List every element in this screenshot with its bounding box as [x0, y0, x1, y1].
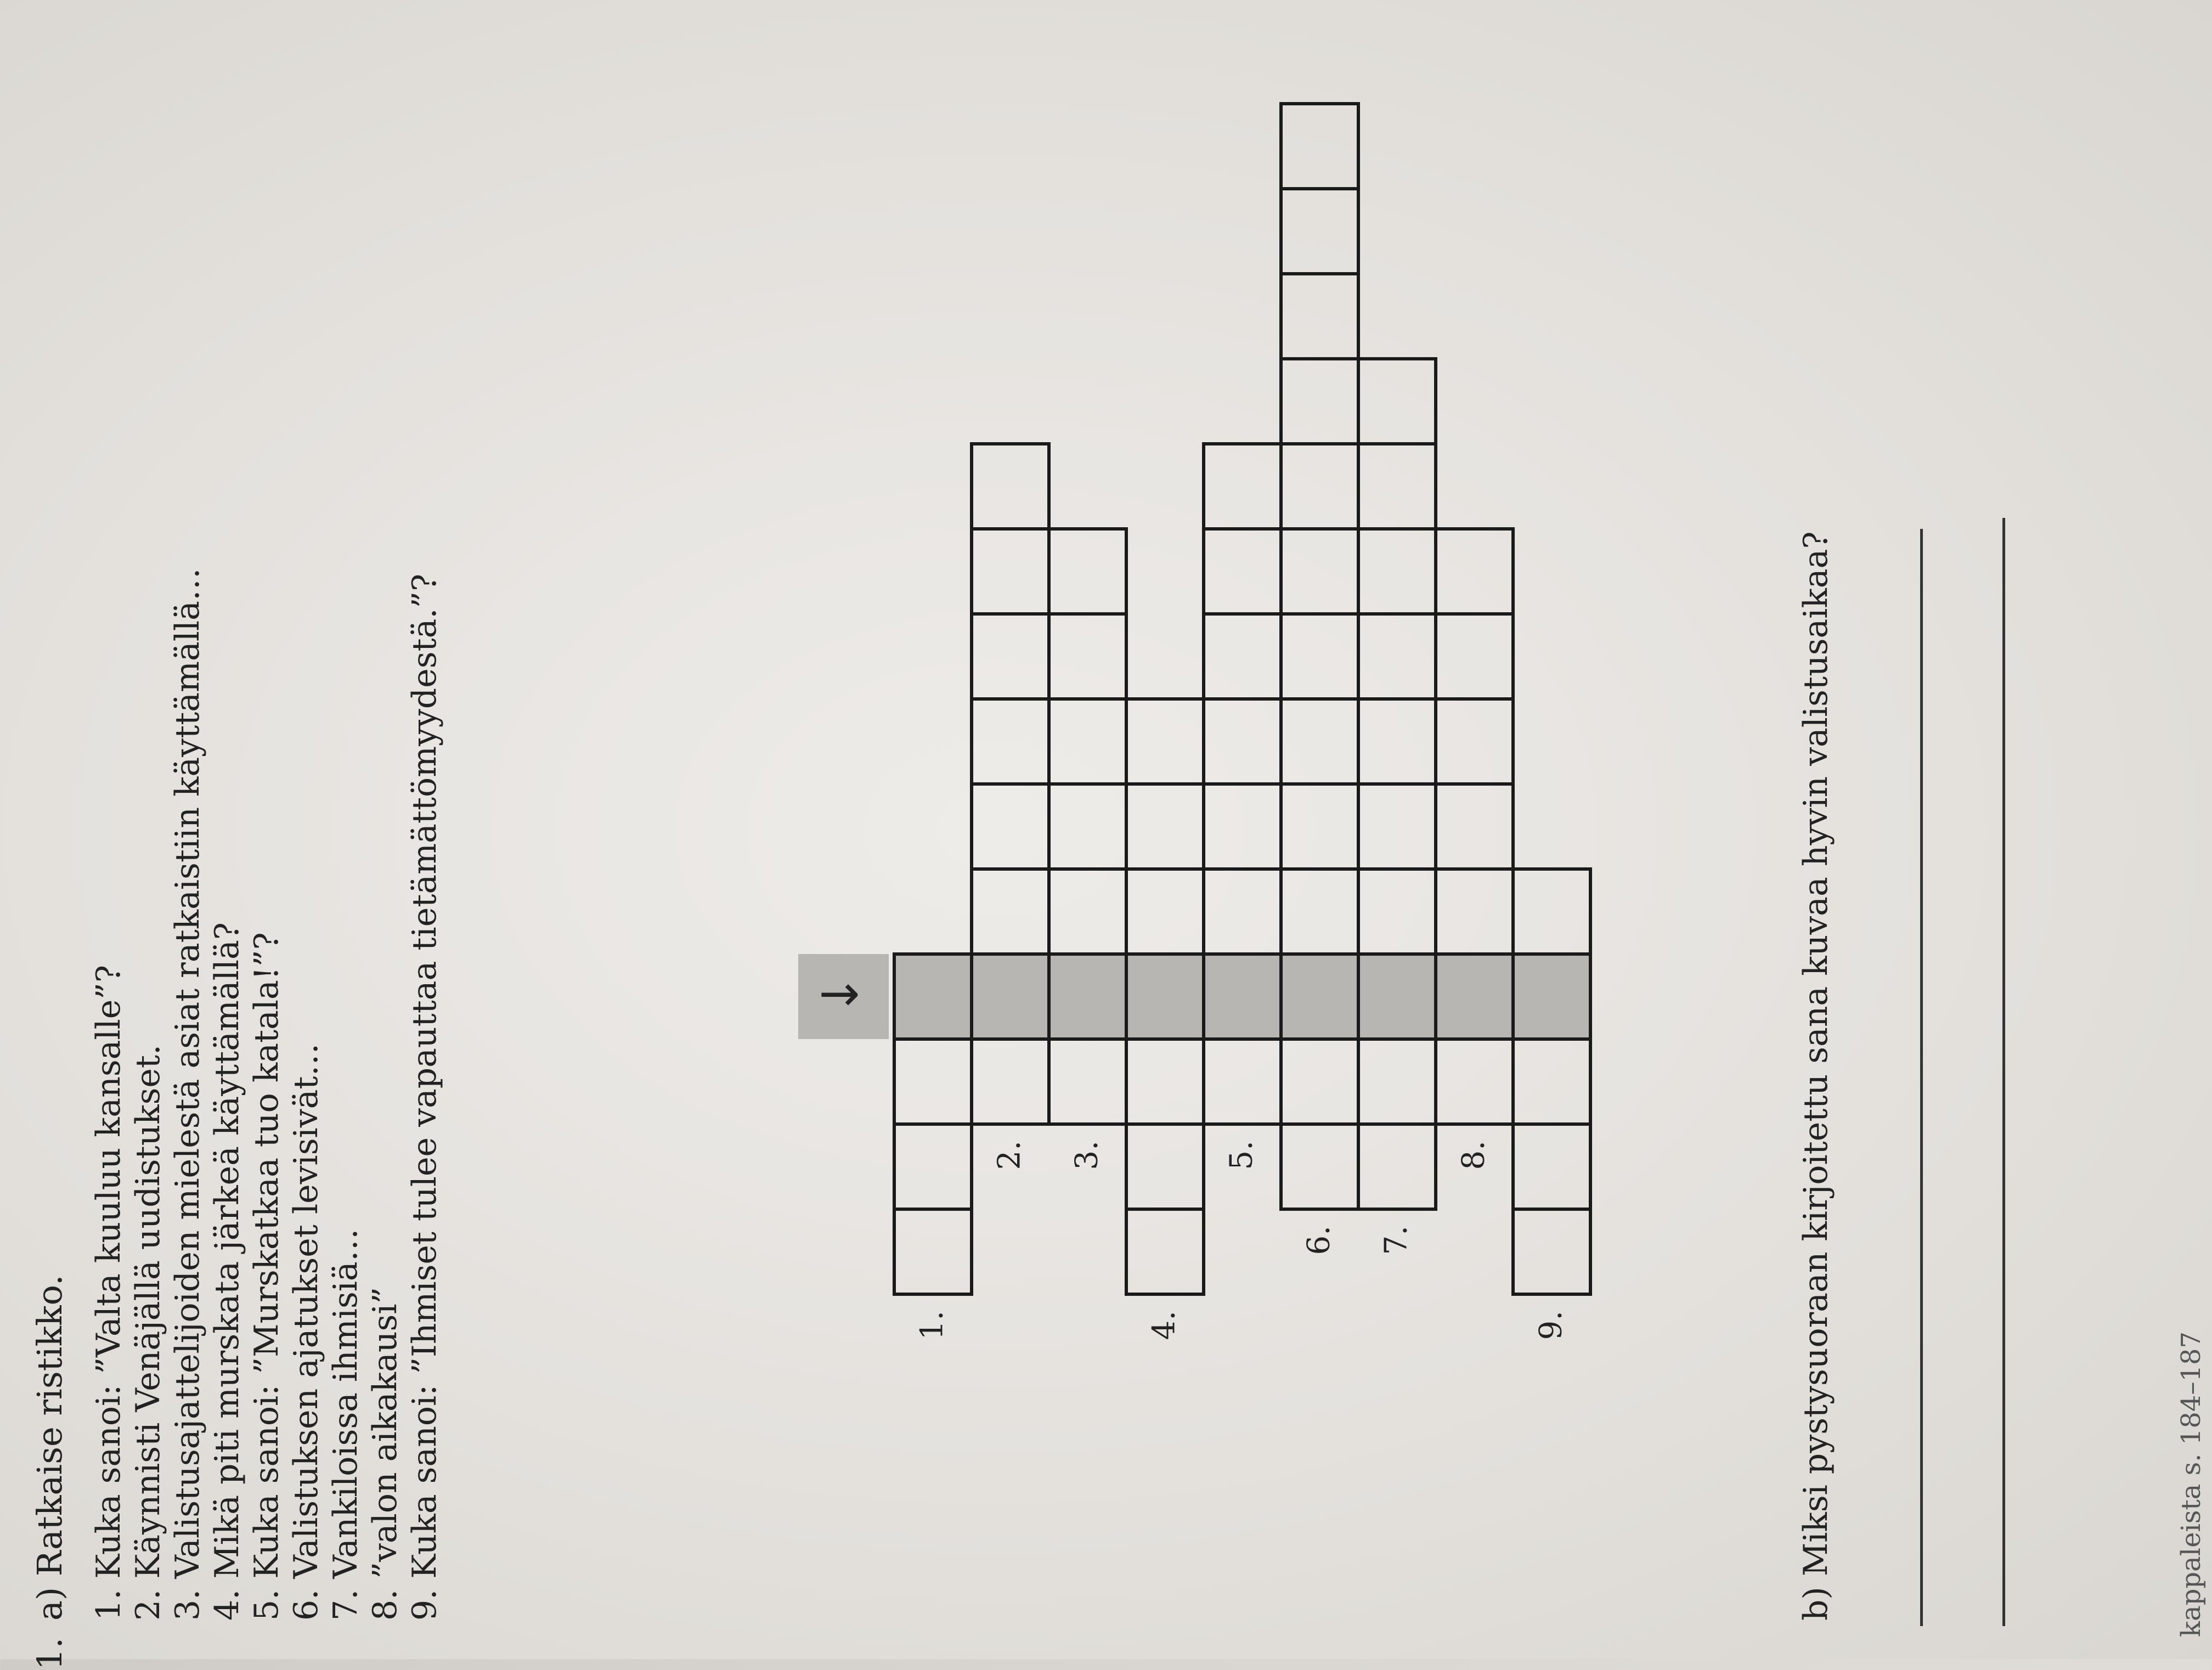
clue-8: 8. ”valon aikakausi”: [366, 1287, 404, 1621]
crossword-cell[interactable]: [972, 699, 1049, 784]
crossword-cell[interactable]: [1126, 869, 1204, 954]
crossword-cell[interactable]: [1204, 699, 1281, 784]
crossword-cell[interactable]: [1126, 1124, 1204, 1209]
crossword-row-number: 2.: [991, 1141, 1028, 1170]
crossword-row-number: 3.: [1069, 1141, 1105, 1170]
crossword-cell[interactable]: [1281, 189, 1358, 274]
crossword-cell[interactable]: [1436, 869, 1513, 954]
crossword-cell[interactable]: [1049, 529, 1126, 614]
page-footer-fragment: kappaleista s. 184–187: [2176, 1331, 2207, 1637]
crossword-cell[interactable]: [1281, 104, 1358, 189]
crossword-cell[interactable]: [1204, 529, 1281, 614]
exercise-number: 1.: [30, 1637, 70, 1670]
crossword-cell[interactable]: [1436, 529, 1513, 614]
crossword-row-number: 5.: [1223, 1141, 1260, 1170]
crossword-cell[interactable]: [1281, 784, 1358, 869]
crossword-cell[interactable]: [1281, 614, 1358, 699]
crossword-cell[interactable]: [1204, 784, 1281, 869]
crossword-cell[interactable]: [1049, 869, 1126, 954]
clue-2: 2. Käynnisti Venäjällä uudistukset.: [129, 1044, 167, 1621]
solution-column-highlight: [894, 954, 1590, 1039]
part-b-question: b) Miksi pystysuoraan kirjoitettu sana kuvaa hyvin valistusaikaa?: [1797, 531, 1835, 1621]
crossword-cell[interactable]: [1358, 444, 1436, 529]
crossword-cell[interactable]: [894, 1209, 972, 1294]
crossword-cell[interactable]: [1204, 614, 1281, 699]
crossword-row-number: 9.: [1533, 1311, 1569, 1340]
crossword-cell[interactable]: [894, 1039, 972, 1124]
crossword-cell[interactable]: [1436, 784, 1513, 869]
crossword-cell[interactable]: [972, 784, 1049, 869]
part-a-title: a) Ratkaise ristikko.: [30, 1274, 70, 1621]
crossword-cell[interactable]: [1126, 1209, 1204, 1294]
crossword-cell[interactable]: [972, 869, 1049, 954]
crossword-cell[interactable]: [1358, 784, 1436, 869]
crossword-cell[interactable]: [1281, 444, 1358, 529]
clue-3: 3. Valistusajattelijoiden mielestä asiat ratkaistiin käyttämällä…: [168, 568, 207, 1621]
crossword-cell[interactable]: [1436, 699, 1513, 784]
crossword-cell[interactable]: [1049, 1039, 1126, 1124]
crossword-cell[interactable]: [1513, 1124, 1590, 1209]
crossword-cell[interactable]: [1281, 529, 1358, 614]
crossword-cell[interactable]: [972, 529, 1049, 614]
crossword-row-number: 4.: [1146, 1311, 1182, 1340]
clue-6: 6. Valistuksen ajatukset levisivät…: [287, 1043, 325, 1621]
crossword-cell[interactable]: [1281, 359, 1358, 444]
crossword-cell[interactable]: [1049, 784, 1126, 869]
crossword-cell[interactable]: [1358, 614, 1436, 699]
crossword-cell[interactable]: [1513, 869, 1590, 954]
clue-7: 7. Vankiloissa ihmisiä…: [326, 1228, 365, 1621]
crossword-cell[interactable]: [1358, 699, 1436, 784]
crossword-cell[interactable]: [1281, 1124, 1358, 1209]
crossword-cell[interactable]: [1436, 1039, 1513, 1124]
crossword-cell[interactable]: [1126, 784, 1204, 869]
answer-line-1[interactable]: [1920, 529, 1923, 1626]
crossword-cell[interactable]: [1204, 869, 1281, 954]
crossword-cell[interactable]: [1281, 869, 1358, 954]
crossword-cell[interactable]: [1049, 614, 1126, 699]
crossword-cell[interactable]: [972, 614, 1049, 699]
clue-9: 9. Kuka sanoi: ”Ihmiset tulee vapauttaa tietämättömyydestä.”?: [405, 573, 444, 1621]
clue-4: 4. Mikä piti murskata järkeä käyttämällä?: [208, 922, 246, 1621]
crossword-cell[interactable]: [1126, 1039, 1204, 1124]
crossword-cell[interactable]: [1126, 699, 1204, 784]
crossword-cell[interactable]: [894, 1124, 972, 1209]
crossword-cell[interactable]: [1281, 699, 1358, 784]
crossword-cell[interactable]: [1513, 1209, 1590, 1294]
crossword-cell[interactable]: [1358, 1039, 1436, 1124]
crossword-cell[interactable]: [1513, 1039, 1590, 1124]
crossword-cell[interactable]: [1358, 529, 1436, 614]
clue-5: 5. Kuka sanoi: ”Murskatkaa tuo katala!”?: [247, 932, 286, 1621]
crossword-cell[interactable]: [1358, 1124, 1436, 1209]
down-arrow-icon: →: [819, 964, 860, 1023]
crossword-cell[interactable]: [1281, 1039, 1358, 1124]
crossword-cell[interactable]: [1281, 274, 1358, 359]
crossword-cell[interactable]: [1204, 1039, 1281, 1124]
crossword-cell[interactable]: [1358, 359, 1436, 444]
crossword-row-number: 7.: [1378, 1226, 1414, 1255]
crossword-cell[interactable]: [1358, 869, 1436, 954]
crossword-cell[interactable]: [1436, 614, 1513, 699]
crossword-row-number: 8.: [1455, 1141, 1492, 1170]
crossword-cell[interactable]: [1204, 444, 1281, 529]
crossword-row-number: 1.: [914, 1311, 950, 1340]
crossword-row-number: 6.: [1301, 1226, 1337, 1255]
clue-1: 1. Kuka sanoi: ”Valta kuuluu kansalle”?: [89, 964, 128, 1621]
crossword-cell[interactable]: [972, 444, 1049, 529]
answer-line-2[interactable]: [2002, 518, 2005, 1626]
crossword-cell[interactable]: [1049, 699, 1126, 784]
crossword-cell[interactable]: [972, 1039, 1049, 1124]
